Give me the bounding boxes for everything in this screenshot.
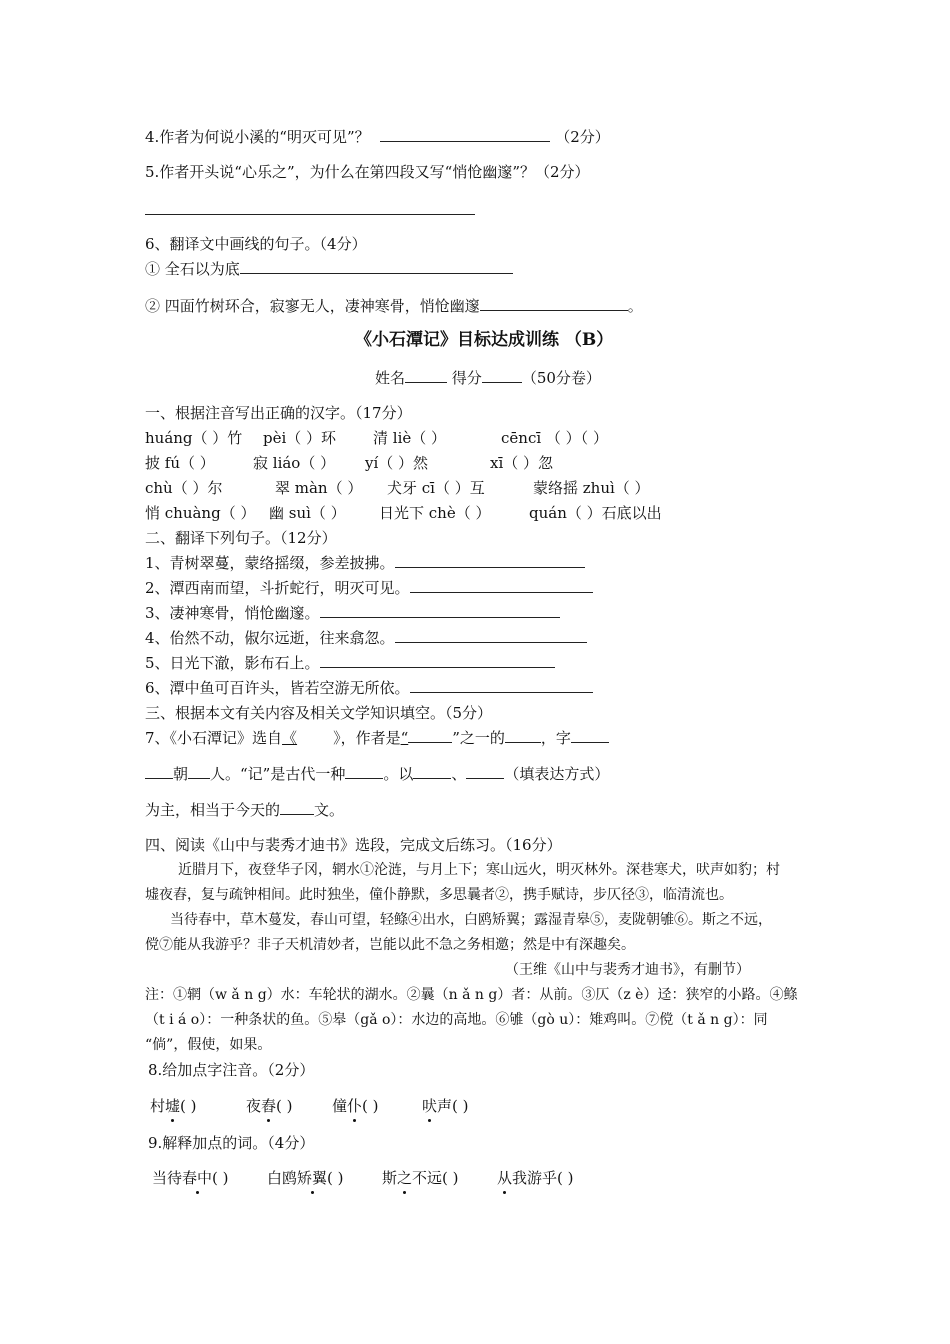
answer-blank[interactable]: [145, 764, 173, 779]
answer-blank[interactable]: [240, 259, 513, 274]
answer-blank[interactable]: [395, 628, 587, 643]
translate-item: 2、潭西南而望，斗折蛇行，明灭可见。: [145, 578, 593, 598]
answer-blank[interactable]: [380, 127, 550, 142]
pinyin-row: 披 fú（ ） 寂 liáo（ ） yí（ ）然 xī（ ）忽: [145, 454, 554, 472]
question-9-items: 当待春中( ) 白鸥矫翼( ) 斯之不远( ) 从我游乎( ): [152, 1169, 574, 1187]
translate-item: 5、日光下澈，影布石上。: [145, 653, 555, 673]
question-7-line-2: 朝 人。“记”是古代一种 。以 、 （填表达方式）: [145, 764, 609, 784]
note-line: 注：①辋（w ǎ n g）水：车轮状的湖水。②曩（n ǎ n g）者：从前。③仄（z è）迳：狭窄的小路。④鲦: [145, 987, 798, 1003]
pinyin-row: chù（ ）尔 翠 màn（ ） 犬牙 cī（ ）互 蒙络摇 zhuì（ ）: [145, 479, 650, 497]
answer-blank[interactable]: [297, 729, 333, 743]
answer-blank[interactable]: [466, 764, 504, 779]
passage-line: 墟夜舂，复与疏钟相间。此时独坐，僮仆静默，多思曩者②，携手赋诗，步仄径③，临清流也。: [145, 887, 733, 903]
answer-blank[interactable]: [395, 553, 585, 568]
question-9: 9.解释加点的词。（4分）: [148, 1134, 315, 1152]
section-2-heading: 二、翻译下列句子。（12分）: [145, 529, 337, 547]
pinyin-row: huáng（ ）竹 pèi（ ）环 清 liè（ ） cēncī （ ）（ ）: [145, 429, 608, 447]
answer-blank[interactable]: [410, 678, 593, 693]
answer-blank[interactable]: [571, 728, 609, 743]
note-line: “倘”，假使，如果。: [145, 1037, 272, 1053]
answer-blank[interactable]: [280, 800, 314, 815]
name-score-line: 姓名 得分 （50分卷）: [375, 369, 601, 387]
question-6: 6、翻译文中画线的句子。（4分）: [145, 235, 367, 253]
answer-line-q5[interactable]: [145, 214, 475, 215]
section-3-heading: 三、根据本文有关内容及相关文学知识填空。（5分）: [145, 704, 493, 722]
answer-blank[interactable]: [410, 578, 593, 593]
answer-blank[interactable]: [413, 764, 451, 779]
score-blank[interactable]: [482, 368, 522, 383]
translate-item: 1、青树翠蔓，蒙络摇缀，参差披拂。: [145, 553, 585, 573]
question-7-line-3: 为主，相当于今天的 文。: [145, 801, 345, 819]
translate-item: 6、潭中鱼可百许头，皆若空游无所依。: [145, 678, 593, 698]
passage-source: （王维《山中与裴秀才迪书》，有删节）: [505, 962, 750, 978]
section-4-heading: 四、阅读《山中与裴秀才迪书》选段，完成文后练习。（16分）: [145, 836, 562, 854]
answer-blank[interactable]: [345, 764, 383, 779]
translate-item: 3、凄神寒骨，悄怆幽邃。: [145, 603, 560, 623]
passage-line: 近腊月下，夜登华子冈，辋水①沦涟，与月上下；寒山远火，明灭林外。深巷寒犬，吠声如豹；村: [178, 862, 780, 878]
answer-blank[interactable]: [480, 296, 628, 311]
pinyin-row: 悄 chuàng（ ） 幽 suì（ ） 日光下 chè（ ） quán（ ）石底以出: [145, 504, 662, 522]
answer-blank[interactable]: [320, 603, 560, 618]
name-blank[interactable]: [405, 368, 447, 383]
answer-blank[interactable]: [320, 653, 555, 668]
answer-blank[interactable]: [505, 728, 541, 743]
question-4: 4.作者为何说小溪的“明灭可见”？ （2分）: [145, 128, 610, 146]
question-6-item-2: ② 四面竹树环合，寂寥无人，凄神寒骨，悄怆幽邃 。: [145, 297, 643, 315]
passage-line: 傥⑦能从我游乎？非子天机清妙者，岂能以此不急之务相邀；然是中有深趣矣。: [145, 937, 635, 953]
passage-line: 当待春中，草木蔓发，春山可望，轻鲦④出水，白鸥矫翼；露湿青皋⑤，麦陇朝雊⑥。斯之不远，: [170, 912, 772, 928]
question-7: 7、《小石潭记》选自《 》，作者是“ ”之一的 ，字: [145, 728, 609, 748]
note-line: （t i á o）：一种条状的鱼。⑤皋（gǎ o）：水边的高地。⑥雊（gò u）：雉鸡叫。⑦傥（t ǎ n g）：同: [145, 1012, 768, 1028]
translate-item: 4、佁然不动，俶尔远逝，往来翕忽。: [145, 628, 587, 648]
question-6-item-1: ① 全石以为底: [145, 259, 513, 279]
section-1-heading: 一、根据注音写出正确的汉字。（17分）: [145, 404, 412, 422]
question-8: 8.给加点字注音。（2分）: [148, 1061, 315, 1079]
page-title: 《小石潭记》目标达成训练 （B）: [355, 330, 614, 350]
answer-blank[interactable]: [188, 764, 210, 779]
answer-blank[interactable]: [408, 728, 452, 743]
question-8-items: 村墟( ) 夜舂( ) 僮仆( ) 吠声( ): [150, 1097, 469, 1115]
question-5: 5.作者开头说“心乐之”，为什么在第四段又写“悄怆幽邃”？（2分）: [145, 163, 590, 181]
